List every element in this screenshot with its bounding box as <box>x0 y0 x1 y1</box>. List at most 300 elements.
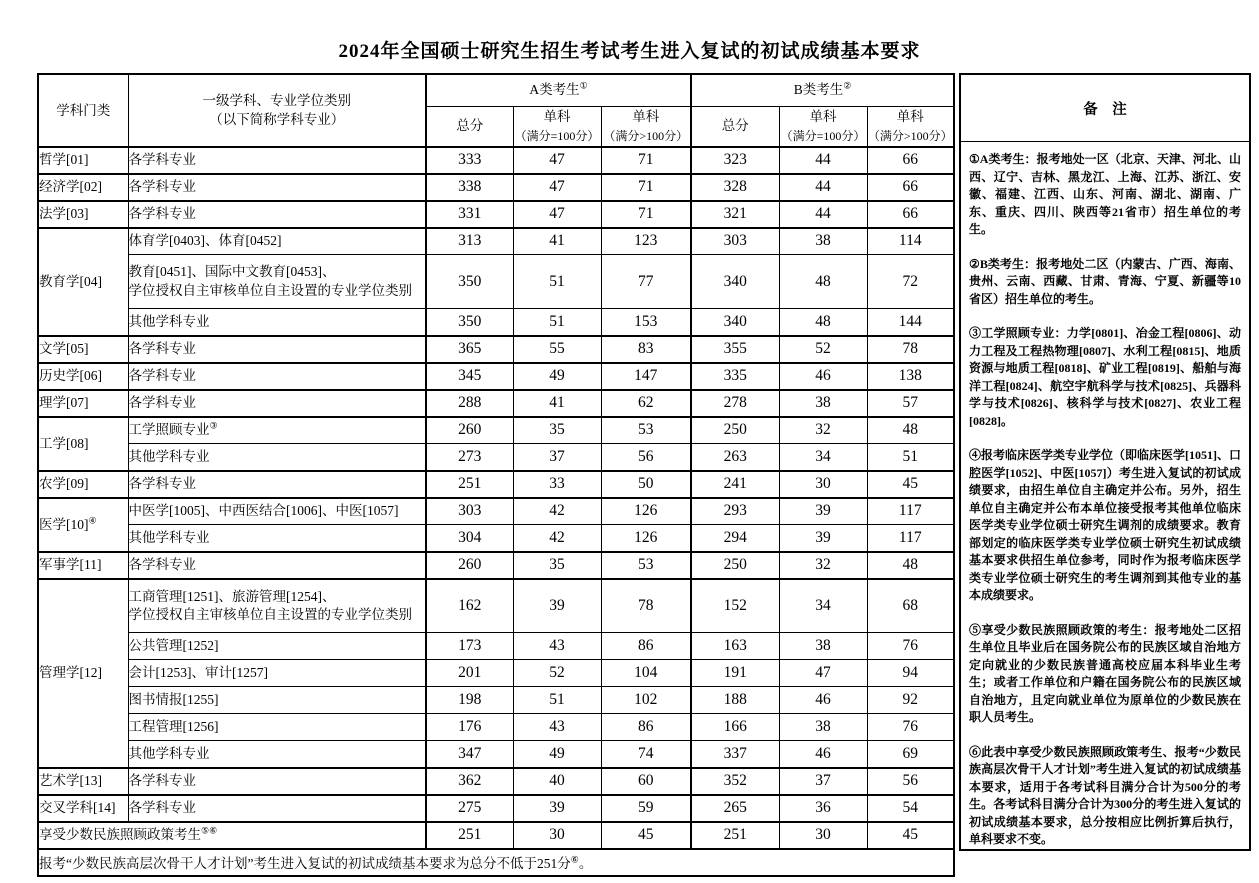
program-label: 享受少数民族照顾政策考生 <box>39 827 201 843</box>
cell-a-single100 <box>513 147 601 174</box>
single-label: 单科 <box>543 108 571 124</box>
group-a-label: A类考生 <box>529 82 580 98</box>
score-value: 147 <box>634 367 658 385</box>
score-value: 60 <box>638 772 654 790</box>
cell-a-single100 <box>513 660 601 687</box>
score-value: 83 <box>638 340 654 358</box>
header-a-single100plus <box>601 106 691 147</box>
cell-a-total <box>426 660 513 687</box>
header-b-single100 <box>779 106 867 147</box>
cell-category <box>38 795 128 822</box>
table-row <box>38 687 954 714</box>
score-value: 260 <box>458 556 482 574</box>
score-value: 45 <box>638 826 654 844</box>
score-value: 123 <box>634 232 658 250</box>
cell-b-single100plus <box>867 255 954 309</box>
score-value: 176 <box>458 718 482 736</box>
score-value: 38 <box>815 718 831 736</box>
score-value: 191 <box>723 664 747 682</box>
score-value: 38 <box>815 232 831 250</box>
score-value: 32 <box>815 556 831 574</box>
cell-b-total <box>691 633 779 660</box>
table-row <box>38 201 954 228</box>
header-program-line1: 一级学科、专业学位类别 <box>202 92 351 108</box>
score-value: 251 <box>458 826 482 844</box>
score-value: 55 <box>549 340 565 358</box>
cell-program <box>128 471 426 498</box>
table-row <box>38 795 954 822</box>
score-value: 46 <box>815 367 831 385</box>
score-value: 104 <box>634 664 658 682</box>
score-value: 66 <box>902 151 918 169</box>
cell-a-total <box>426 822 513 849</box>
cell-b-total <box>691 417 779 444</box>
score-value: 57 <box>902 394 918 412</box>
remark-note-6: ⑥此表中享受少数民族照顾政策考生、报考“少数民族高层次骨干人才计划”考生进入复试的初试成绩基本要求，适用于各考试科目满分合计为500分的考生。各考试科目满分合计为300分的考生进入复试的初试成绩基本要求，总分按相应比例折算后执行，单科要求不变。 <box>969 744 1241 846</box>
program-footnote-mark: ⑤⑥ <box>201 825 218 836</box>
score-value: 152 <box>723 596 747 614</box>
score-value: 345 <box>458 367 482 385</box>
single-label: 单科 <box>896 108 924 124</box>
cell-program <box>128 363 426 390</box>
score-value: 44 <box>815 151 831 169</box>
program-label: 其他学科专业 <box>128 529 210 545</box>
score-value: 51 <box>549 691 565 709</box>
table-row <box>38 174 954 201</box>
cell-a-single100plus <box>601 255 691 309</box>
table-row <box>38 255 954 309</box>
score-value: 38 <box>815 394 831 412</box>
table-row <box>38 579 954 633</box>
category-label: 经济学[02] <box>39 179 102 195</box>
score-value: 48 <box>902 556 918 574</box>
cell-program <box>128 174 426 201</box>
score-value: 52 <box>549 664 565 682</box>
cell-a-single100plus <box>601 174 691 201</box>
score-value: 251 <box>723 826 747 844</box>
cell-a-single100plus <box>601 741 691 768</box>
score-value: 30 <box>815 475 831 493</box>
single-label: 单科 <box>809 108 837 124</box>
cell-b-single100plus <box>867 633 954 660</box>
table-row <box>38 822 954 849</box>
cell-a-total <box>426 633 513 660</box>
cell-program <box>128 498 426 525</box>
cell-a-single100plus <box>601 390 691 417</box>
score-value: 114 <box>898 232 922 250</box>
cell-b-single100 <box>779 795 867 822</box>
score-value: 335 <box>723 367 747 385</box>
score-value: 47 <box>815 664 831 682</box>
cell-b-total <box>691 228 779 255</box>
score-value: 48 <box>902 421 918 439</box>
cell-b-total <box>691 579 779 633</box>
cell-b-single100 <box>779 633 867 660</box>
program-label: 各学科专业 <box>128 179 196 195</box>
cell-b-total <box>691 255 779 309</box>
cell-a-total <box>426 552 513 579</box>
cell-a-single100plus <box>601 444 691 471</box>
cell-category <box>38 390 128 417</box>
score-value: 313 <box>458 232 482 250</box>
cell-program <box>128 660 426 687</box>
cell-a-total <box>426 363 513 390</box>
score-value: 71 <box>638 178 654 196</box>
cell-b-single100plus <box>867 417 954 444</box>
cell-b-single100plus <box>867 687 954 714</box>
category-label: 法学[03] <box>39 206 89 222</box>
category-label: 交叉学科[14] <box>39 800 116 816</box>
score-value: 303 <box>723 232 747 250</box>
remarks-title: 备 注 <box>961 75 1249 142</box>
cell-a-single100 <box>513 579 601 633</box>
score-value: 350 <box>458 312 482 330</box>
program-label: 各学科专业 <box>128 557 196 573</box>
table-row <box>38 741 954 768</box>
cell-b-total <box>691 660 779 687</box>
cell-b-single100 <box>779 363 867 390</box>
program-label: 各学科专业 <box>128 476 196 492</box>
cell-category <box>38 201 128 228</box>
table-row <box>38 660 954 687</box>
cell-a-total <box>426 174 513 201</box>
score-value: 30 <box>549 826 565 844</box>
score-value: 66 <box>902 178 918 196</box>
cell-b-single100 <box>779 147 867 174</box>
table-row <box>38 552 954 579</box>
score-value: 173 <box>458 637 482 655</box>
score-value: 39 <box>549 596 565 614</box>
score-value: 39 <box>549 799 565 817</box>
score-value: 47 <box>549 151 565 169</box>
cell-a-total <box>426 201 513 228</box>
score-value: 38 <box>815 637 831 655</box>
remarks-body <box>961 142 1249 849</box>
program-label: 工商管理[1251]、旅游管理[1254]、 <box>128 588 336 604</box>
score-value: 188 <box>723 691 747 709</box>
cell-category <box>38 174 128 201</box>
score-value: 352 <box>723 772 747 790</box>
cell-b-total <box>691 525 779 552</box>
table-row <box>38 336 954 363</box>
cell-program <box>128 714 426 741</box>
cell-b-single100 <box>779 309 867 336</box>
cell-a-total <box>426 228 513 255</box>
cell-category <box>38 471 128 498</box>
cell-b-total <box>691 498 779 525</box>
category-label: 军事学[11] <box>39 557 102 573</box>
score-value: 66 <box>902 205 918 223</box>
footnote-mark: ⑥ <box>570 854 579 865</box>
cell-a-total <box>426 309 513 336</box>
score-value: 72 <box>902 272 918 290</box>
cell-a-single100 <box>513 552 601 579</box>
cell-program <box>128 255 426 309</box>
score-value: 275 <box>458 799 482 817</box>
cell-a-single100plus <box>601 660 691 687</box>
score-value: 44 <box>815 178 831 196</box>
cell-a-total <box>426 498 513 525</box>
score-value: 303 <box>458 502 482 520</box>
cell-a-single100plus <box>601 714 691 741</box>
score-value: 47 <box>549 178 565 196</box>
score-value: 288 <box>458 394 482 412</box>
cell-a-single100 <box>513 309 601 336</box>
score-value: 144 <box>898 312 922 330</box>
score-value: 76 <box>902 637 918 655</box>
program-label: 工学照顾专业 <box>128 422 210 438</box>
cell-b-total <box>691 444 779 471</box>
score-value: 69 <box>902 744 918 762</box>
cell-a-single100 <box>513 795 601 822</box>
cell-program <box>128 795 426 822</box>
score-value: 337 <box>723 744 747 762</box>
cell-b-total <box>691 687 779 714</box>
cell-a-total <box>426 444 513 471</box>
cell-b-single100 <box>779 741 867 768</box>
cell-category <box>38 579 128 768</box>
cell-b-total <box>691 201 779 228</box>
score-value: 48 <box>815 312 831 330</box>
cell-a-single100 <box>513 336 601 363</box>
cell-a-single100plus <box>601 363 691 390</box>
single-label: 单科 <box>632 108 660 124</box>
table-header <box>38 74 954 147</box>
score-value: 201 <box>458 664 482 682</box>
cell-a-single100plus <box>601 768 691 795</box>
score-value: 117 <box>898 502 922 520</box>
program-label: 各学科专业 <box>128 368 196 384</box>
score-value: 71 <box>638 151 654 169</box>
cell-a-single100 <box>513 525 601 552</box>
cell-b-total <box>691 741 779 768</box>
cell-a-single100plus <box>601 147 691 174</box>
footnote-cell <box>38 849 954 876</box>
score-value: 53 <box>638 556 654 574</box>
score-value: 153 <box>634 312 658 330</box>
score-value: 62 <box>638 394 654 412</box>
cell-a-single100plus <box>601 633 691 660</box>
group-b-footnote-mark: ② <box>843 80 852 91</box>
remarks-panel <box>959 73 1251 851</box>
score-value: 328 <box>723 178 747 196</box>
score-value: 43 <box>549 718 565 736</box>
cell-b-single100plus <box>867 768 954 795</box>
score-value: 304 <box>458 528 482 546</box>
cell-a-total <box>426 147 513 174</box>
table-row <box>38 471 954 498</box>
cell-a-single100 <box>513 768 601 795</box>
cell-a-single100 <box>513 255 601 309</box>
table-row <box>38 768 954 795</box>
table-row <box>38 363 954 390</box>
page-title: 2024年全国硕士研究生招生考试考生进入复试的初试成绩基本要求 <box>338 41 921 62</box>
cell-b-total <box>691 174 779 201</box>
cell-b-single100plus <box>867 579 954 633</box>
program-label: 各学科专业 <box>128 773 196 789</box>
score-value: 47 <box>549 205 565 223</box>
cell-a-single100plus <box>601 552 691 579</box>
score-value: 126 <box>634 528 658 546</box>
cell-program <box>128 687 426 714</box>
score-value: 362 <box>458 772 482 790</box>
program-label: 图书情报[1255] <box>128 692 219 708</box>
cell-program <box>128 579 426 633</box>
program-label: 学位授权自主审核单位自主设置的专业学位类别 <box>128 606 412 622</box>
program-label: 其他学科专业 <box>128 313 210 329</box>
header-b-single100plus <box>867 106 954 147</box>
cell-b-single100plus <box>867 714 954 741</box>
score-value: 92 <box>902 691 918 709</box>
cell-program <box>128 633 426 660</box>
cell-b-total <box>691 147 779 174</box>
table-row <box>38 309 954 336</box>
cell-b-single100plus <box>867 147 954 174</box>
cell-category <box>38 147 128 174</box>
cell-b-single100 <box>779 417 867 444</box>
category-label: 理学[07] <box>39 395 89 411</box>
score-value: 42 <box>549 528 565 546</box>
score-value: 53 <box>638 421 654 439</box>
cell-b-single100plus <box>867 660 954 687</box>
table-row <box>38 633 954 660</box>
score-value: 76 <box>902 718 918 736</box>
cell-program <box>128 417 426 444</box>
score-value: 293 <box>723 502 747 520</box>
remark-note-1: ①A类考生：报考地处一区（北京、天津、河北、山西、辽宁、吉林、黑龙江、上海、江苏、浙江、安徽、福建、江西、山东、河南、湖北、湖南、广东、重庆、四川、陕西等21省市）招生单位的考生。 <box>969 152 1241 236</box>
header-b-total: 总分 <box>691 106 779 147</box>
score-value: 331 <box>458 205 482 223</box>
score-value: 40 <box>549 772 565 790</box>
score-value: 117 <box>898 528 922 546</box>
cell-a-single100 <box>513 741 601 768</box>
cell-program <box>128 444 426 471</box>
score-value: 49 <box>549 367 565 385</box>
cell-b-total <box>691 768 779 795</box>
cell-b-total <box>691 822 779 849</box>
score-value: 340 <box>723 272 747 290</box>
cell-a-total <box>426 525 513 552</box>
score-value: 365 <box>458 340 482 358</box>
score-value: 56 <box>638 447 654 465</box>
score-value: 71 <box>638 205 654 223</box>
cell-b-single100 <box>779 498 867 525</box>
score-value: 163 <box>723 637 747 655</box>
table-row <box>38 147 954 174</box>
cell-a-total <box>426 795 513 822</box>
cell-b-single100 <box>779 255 867 309</box>
cell-b-total <box>691 309 779 336</box>
remark-note-2: ②B类考生：报考地处二区（内蒙古、广西、海南、贵州、云南、西藏、甘肃、青海、宁夏、新疆等10省区）招生单位的考生。 <box>969 256 1241 306</box>
score-value: 138 <box>898 367 922 385</box>
program-label: 教育[0451]、国际中文教育[0453]、 <box>128 264 336 280</box>
cell-a-single100 <box>513 687 601 714</box>
cell-b-single100plus <box>867 471 954 498</box>
score-value: 68 <box>902 596 918 614</box>
cell-program <box>128 525 426 552</box>
cell-program <box>128 201 426 228</box>
cell-b-single100 <box>779 444 867 471</box>
score-value: 39 <box>815 502 831 520</box>
score-value: 162 <box>458 596 482 614</box>
cell-b-single100plus <box>867 390 954 417</box>
cell-b-single100plus <box>867 201 954 228</box>
score-value: 350 <box>458 272 482 290</box>
cell-b-single100plus <box>867 363 954 390</box>
cell-a-single100 <box>513 498 601 525</box>
cell-program <box>128 309 426 336</box>
cell-a-single100 <box>513 417 601 444</box>
cell-a-single100plus <box>601 795 691 822</box>
header-a-total: 总分 <box>426 106 513 147</box>
table-row <box>38 714 954 741</box>
cell-program <box>128 741 426 768</box>
program-label: 各学科专业 <box>128 395 196 411</box>
score-value: 37 <box>815 772 831 790</box>
cell-b-single100 <box>779 768 867 795</box>
cell-a-single100plus <box>601 336 691 363</box>
table-row <box>38 444 954 471</box>
cell-b-single100plus <box>867 174 954 201</box>
cell-a-single100 <box>513 444 601 471</box>
score-value: 51 <box>549 272 565 290</box>
category-label: 农学[09] <box>39 476 89 492</box>
cell-b-single100 <box>779 552 867 579</box>
program-label: 体育学[0403]、体育[0452] <box>128 233 282 249</box>
program-label: 工程管理[1256] <box>128 719 219 735</box>
cell-a-single100plus <box>601 201 691 228</box>
header-program <box>128 74 426 147</box>
cell-a-total <box>426 417 513 444</box>
cell-a-total <box>426 741 513 768</box>
cell-program <box>128 336 426 363</box>
score-value: 321 <box>723 205 747 223</box>
score-value: 33 <box>549 475 565 493</box>
header-a-single100 <box>513 106 601 147</box>
cell-a-single100plus <box>601 498 691 525</box>
cell-b-total <box>691 336 779 363</box>
score-value: 41 <box>549 394 565 412</box>
cell-a-total <box>426 255 513 309</box>
score-value: 43 <box>549 637 565 655</box>
header-category: 学科门类 <box>38 74 128 147</box>
cell-b-single100 <box>779 687 867 714</box>
cell-b-single100 <box>779 336 867 363</box>
program-label: 各学科专业 <box>128 206 196 222</box>
cell-b-single100plus <box>867 525 954 552</box>
program-footnote-mark: ③ <box>209 420 218 431</box>
cell-a-single100 <box>513 633 601 660</box>
table-row <box>38 390 954 417</box>
score-value: 51 <box>549 312 565 330</box>
score-value: 32 <box>815 421 831 439</box>
cell-a-total <box>426 579 513 633</box>
score-value: 34 <box>815 447 831 465</box>
score-value: 241 <box>723 475 747 493</box>
cell-b-single100plus <box>867 336 954 363</box>
score-value: 265 <box>723 799 747 817</box>
score-value: 34 <box>815 596 831 614</box>
score-value: 340 <box>723 312 747 330</box>
program-label: 会计[1253]、审计[1257] <box>128 665 268 681</box>
category-label: 管理学[12] <box>39 665 102 681</box>
score-value: 78 <box>902 340 918 358</box>
score-value: 56 <box>902 772 918 790</box>
score-value: 126 <box>634 502 658 520</box>
cell-b-single100 <box>779 822 867 849</box>
score-value: 45 <box>902 826 918 844</box>
cell-b-single100plus <box>867 498 954 525</box>
